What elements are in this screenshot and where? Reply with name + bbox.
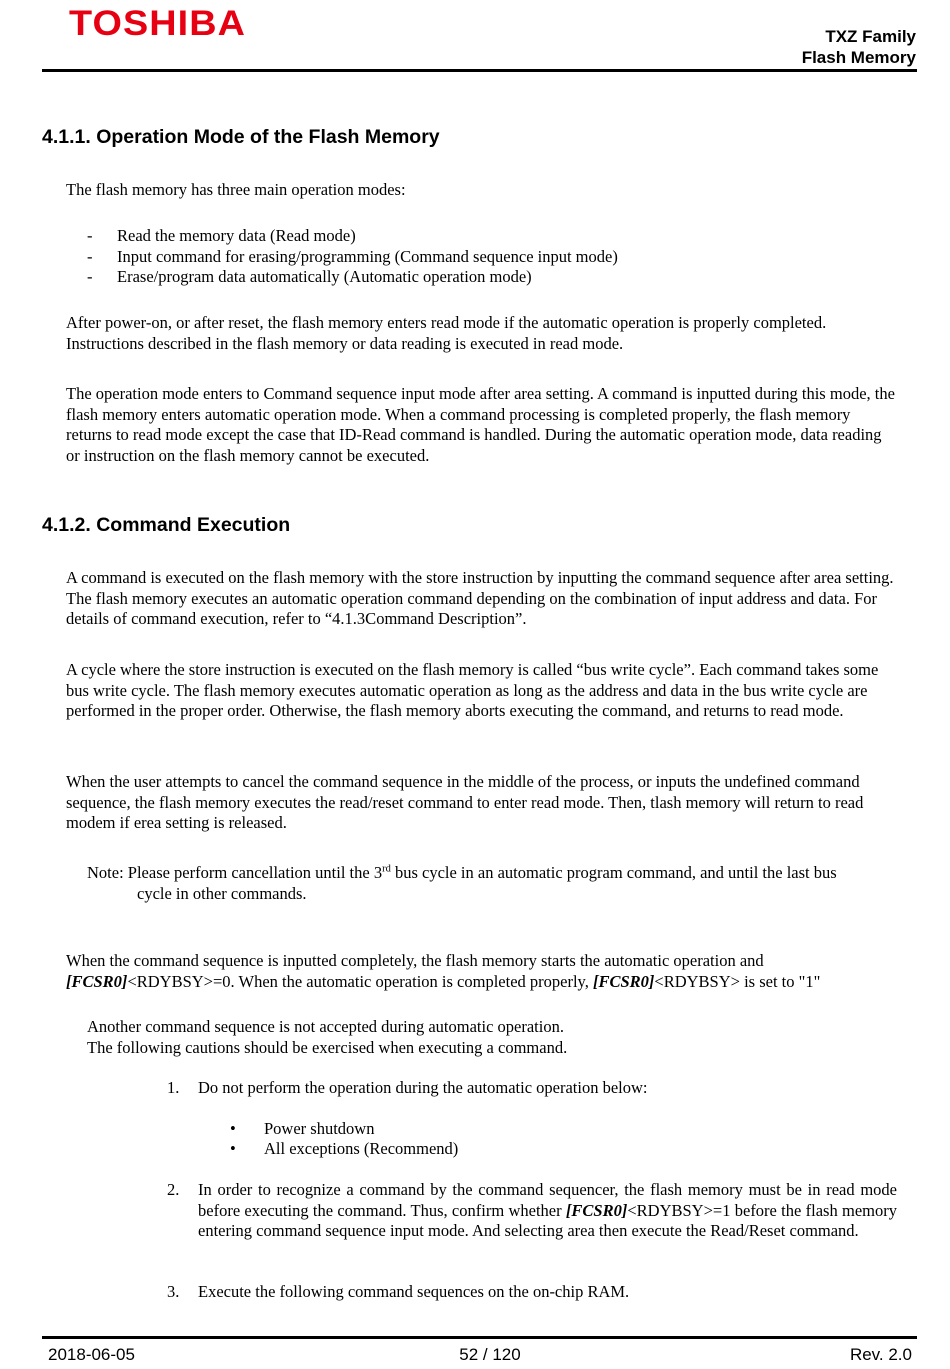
note-text-b: bus cycle in an automatic program command, and until the last bus: [390, 863, 837, 882]
p4-text-a: When the command sequence is inputted completely, the flash memory starts the automatic operation and: [66, 951, 764, 970]
item2-text-b: <RDYBSY>=1 before the flash memory entering command sequence input mode. And selecting area then execute the Read/Reset command.: [198, 1200, 897, 1240]
numbered-item-2: [167, 1180, 897, 1242]
bullet-item: [230, 1119, 374, 1140]
section-heading-operation-mode: 4.1.1. Operation Mode of the Flash Memory: [42, 126, 440, 148]
list-item-text: Erase/program data automatically (Automatic operation mode): [117, 267, 532, 286]
item-number: 3.: [167, 1282, 180, 1301]
register-name: [FCSR0]: [592, 971, 655, 991]
footer-revision: Rev. 2.0: [849, 1345, 912, 1364]
item-text: Execute the following command sequences on the on-chip RAM.: [198, 1282, 630, 1301]
item-text: Do not perform the operation during the automatic operation below:: [198, 1078, 648, 1097]
dash-marker: -: [87, 226, 93, 245]
paragraph-command-exec: A command is executed on the flash memory with the store instruction by inputting the command sequence after area setting. The flash memory executes an automatic operation command depending on the combination of input address and data. For details of command execution, refer to “4.1.3Command Description”.: [66, 568, 894, 628]
bullet-item: [230, 1139, 458, 1160]
paragraph-power-on: After power-on, or after reset, the flash memory enters read mode if the automatic operation is properly completed. Instructions described in the flash memory or data reading is executed in read mode.: [66, 313, 827, 353]
bullet-text: All exceptions (Recommend): [264, 1139, 459, 1158]
list-item: [87, 247, 618, 268]
paragraph-bus-write-cycle: A cycle where the store instruction is executed on the flash memory is called “bus write cycle”. Each command takes some bus write cycle. The flash memory executes automatic operation as long as the address and data in the bus write cycle are performed in the proper order. Otherwise, the flash memory aborts executing the command, and returns to read mode.: [66, 660, 879, 720]
paragraph-intro: The flash memory has three main operation modes:: [66, 180, 406, 199]
bullet-marker: •: [230, 1139, 236, 1158]
list-item: [87, 226, 356, 247]
p4-text-c: <RDYBSY> is set to "1": [654, 971, 821, 991]
dash-marker: -: [87, 267, 93, 286]
p5-text-b: The following cautions should be exercised when executing a command.: [87, 1037, 568, 1057]
item-number: 2.: [167, 1180, 180, 1199]
bullet-text: Power shutdown: [264, 1119, 375, 1138]
paragraph-cancel: When the user attempts to cancel the command sequence in the middle of the process, or inputs the undefined command sequence, the flash memory executes the read/reset command to enter read mode. Then, tlash memory will return to read modem if erea setting is released.: [66, 772, 864, 832]
footer-date: 2018-06-05: [48, 1345, 135, 1364]
section-heading-command-execution: 4.1.2. Command Execution: [42, 514, 291, 536]
dash-marker: -: [87, 247, 93, 266]
note: [87, 863, 897, 904]
header-doc-title: [802, 26, 916, 68]
item-number: 1.: [167, 1078, 180, 1097]
header-family: TXZ Family: [825, 27, 916, 46]
register-name: [FCSR0]: [66, 971, 128, 991]
register-name: [FCSR0]: [565, 1200, 628, 1220]
header-doc: Flash Memory: [801, 48, 916, 67]
header-rule: [42, 69, 917, 72]
note-sup: rd: [382, 863, 391, 875]
item2-text-a: In order to recognize a command by the command sequencer, the flash memory must be in read mode before executing the command. Thus, confirm whether: [198, 1180, 897, 1220]
bullet-marker: •: [230, 1119, 236, 1138]
list-item-text: Read the memory data (Read mode): [117, 226, 356, 245]
footer-page-number: 52 / 120: [459, 1345, 521, 1364]
footer-rule: [42, 1336, 917, 1339]
paragraph-sequence-complete: [66, 951, 896, 992]
numbered-item-1: [167, 1078, 897, 1099]
note-text-c: cycle in other commands.: [137, 883, 307, 903]
item-text: [198, 1180, 897, 1242]
list-item-text: Input command for erasing/programming (Command sequence input mode): [117, 247, 618, 266]
paragraph-cautions: [87, 1017, 897, 1058]
paragraph-mode-transition: The operation mode enters to Command sequence input mode after area setting. A command is inputted during this mode, the flash memory enters automatic operation mode. When a command processing is completed properly, the flash memory returns to read mode except the case that ID-Read command is handled. During the automatic operation mode, data reading or instruction on the flash memory cannot be executed.: [66, 384, 895, 465]
note-text-a: Note: Please perform cancellation until the 3: [87, 863, 383, 882]
p4-text-b: <RDYBSY>=0. When the automatic operation is completed properly,: [127, 971, 593, 991]
p5-text-a: Another command sequence is not accepted during automatic operation.: [87, 1017, 564, 1036]
list-item: [87, 267, 532, 288]
toshiba-logo: TOSHIBA: [69, 4, 246, 43]
numbered-item-3: [167, 1282, 897, 1303]
